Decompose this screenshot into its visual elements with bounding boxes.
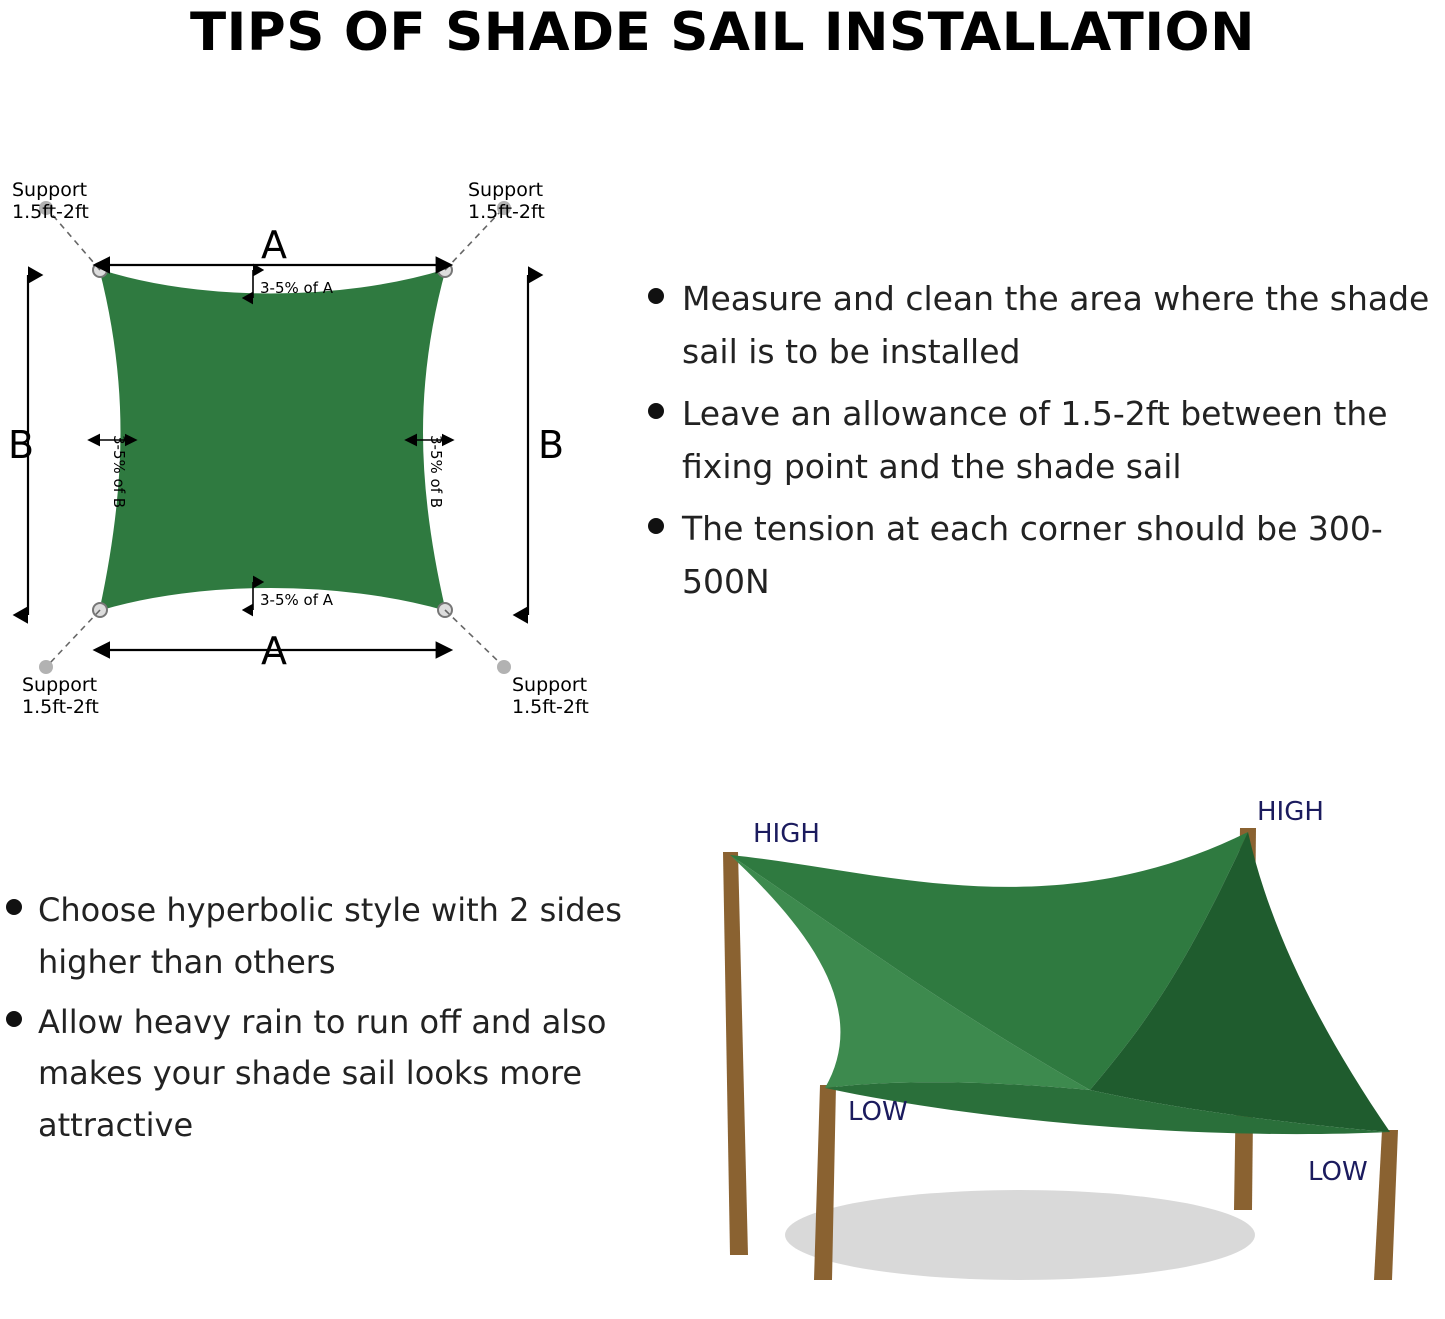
tip-text: Allow heavy rain to run off and also makes your shade sail looks more attractive [38, 1002, 607, 1145]
list-item [648, 387, 1445, 494]
label-high-right: HIGH [1257, 797, 1324, 827]
sail-shape [100, 270, 445, 610]
support-top-right-line1: Support [468, 179, 544, 201]
list-item [648, 272, 1445, 379]
dim-label-top-a: A [261, 223, 287, 267]
bullet-icon [6, 899, 22, 915]
support-top-left-line2: 1.5ft-2ft [12, 201, 89, 223]
top-tips-list [648, 272, 1445, 617]
bullet-icon [648, 288, 664, 304]
tip-text: Choose hyperbolic style with 2 sides higher than others [38, 891, 622, 981]
list-item [648, 502, 1445, 609]
support-bottom-left-line1: Support [22, 674, 98, 696]
label-low-right: LOW [1308, 1157, 1368, 1187]
list-item [0, 997, 625, 1152]
tip-text: Measure and clean the area where the shade sail is to be installed [682, 279, 1430, 372]
bullet-icon [648, 518, 664, 534]
support-bottom-left-line2: 1.5ft-2ft [22, 696, 99, 718]
tip-text: Leave an allowance of 1.5-2ft between the fixing point and the shade sail [682, 393, 1388, 487]
support-top-left-line1: Support [12, 179, 88, 201]
dim-caption-right: 3-5% of B [427, 435, 445, 509]
hyperbolic-sail-diagram [620, 780, 1445, 1319]
ground-shadow [785, 1190, 1255, 1280]
support-bottom-right-line1: Support [512, 674, 588, 696]
dim-label-right-b: B [538, 423, 565, 467]
label-low-left: LOW [848, 1097, 908, 1127]
support-bottom-right-line2: 1.5ft-2ft [512, 696, 589, 718]
bullet-icon [648, 403, 664, 419]
dim-label-left-b: B [8, 423, 35, 467]
dim-caption-bottom: 3-5% of A [260, 591, 334, 609]
rectangular-sail-diagram [0, 150, 660, 730]
support-top-right-line2: 1.5ft-2ft [468, 201, 545, 223]
label-high-left: HIGH [753, 819, 820, 849]
page-title: TIPS OF SHADE SAIL INSTALLATION [190, 2, 1255, 63]
pole-high-left [723, 852, 748, 1255]
dim-caption-left: 3-5% of B [110, 435, 128, 509]
pole-low-right [1374, 1130, 1398, 1280]
bullet-icon [6, 1011, 22, 1027]
list-item [0, 885, 625, 989]
tip-text: The tension at each corner should be 300-500N [682, 508, 1383, 602]
dim-caption-top: 3-5% of A [260, 279, 334, 297]
bottom-tips-list [0, 885, 625, 1160]
dim-label-bottom-a: A [261, 629, 287, 673]
